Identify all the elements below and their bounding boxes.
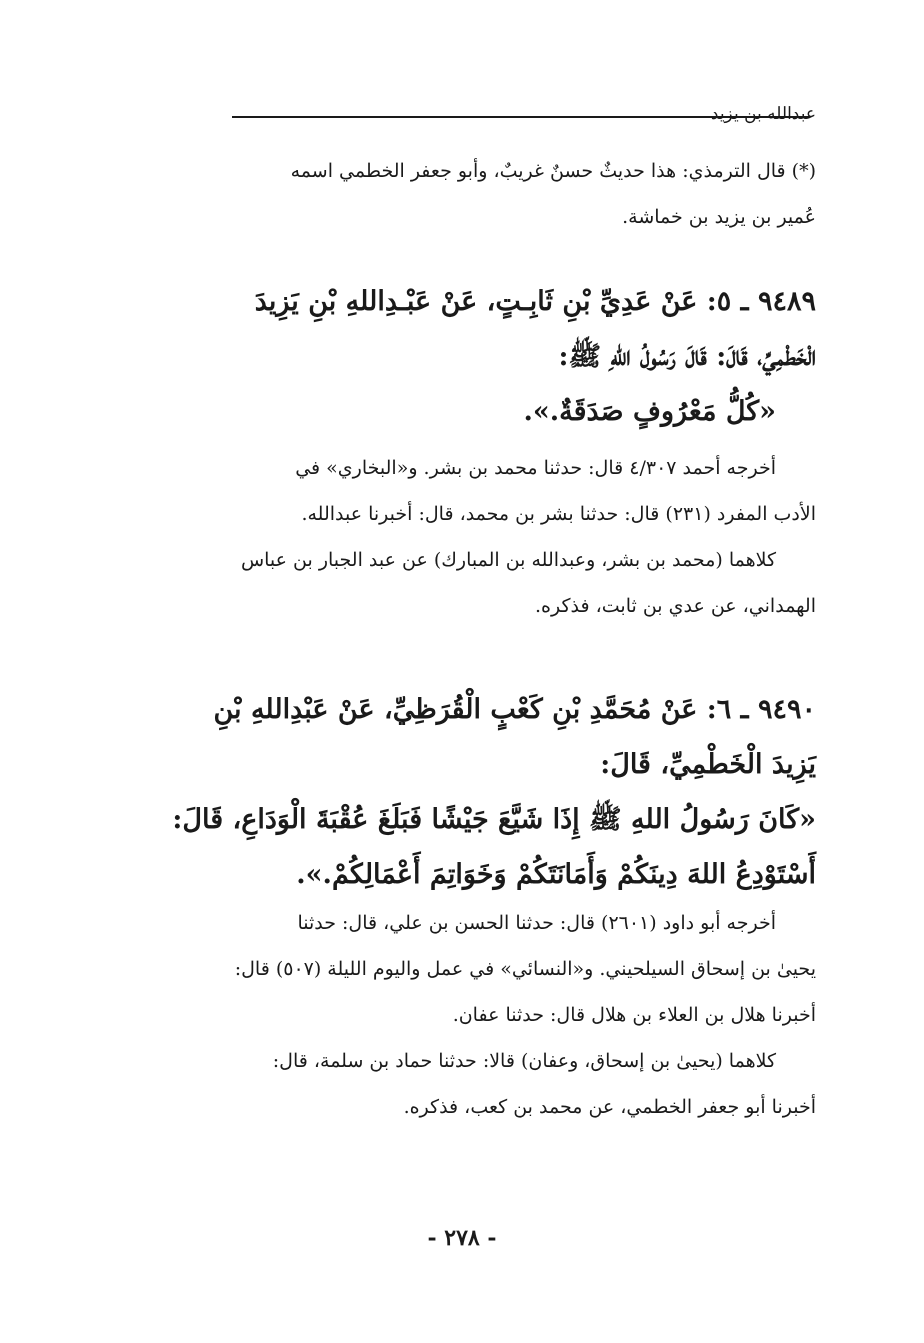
hadith-line: الْخَطْمِيِّ، قَالَ: قَالَ رَسُولُ اللهِ ﷺ: — [558, 341, 816, 372]
takhrij-line: يحيىٰ بن إسحاق السيلحيني. و«النسائي» في عمل واليوم الليلة (٥٠٧) قال: — [234, 958, 816, 980]
hadith-9490 — [116, 682, 816, 902]
running-header-title: عبدالله بن يزيد — [710, 104, 816, 124]
hadith-matn: «كَانَ رَسُولُ اللهِ ﷺ إِذَا شَيَّعَ جَيْشًا فَبَلَغَ عُقْبَةَ الْوَدَاعِ، قَالَ: — [172, 804, 816, 835]
hadith-9490-takhrij — [116, 900, 816, 1130]
takhrij-line: أخرجه أحمد ٤/٣٠٧ قال: حدثنا محمد بن بشر. و«البخاري» في — [295, 457, 776, 479]
note-line: (*) قال الترمذي: هذا حديثٌ حسنٌ غريبٌ، وأبو جعفر الخطمي اسمه — [290, 160, 816, 182]
takhrij-line: كلاهما (محمد بن بشر، وعبدالله بن المبارك) عن عبد الجبار بن عباس — [240, 549, 776, 571]
takhrij-line: أخبرنا هلال بن العلاء بن هلال قال: حدثنا عفان. — [452, 1004, 816, 1026]
page-number: - ٢٧٨ - — [427, 1225, 497, 1251]
hadith-line: يَزِيدَ الْخَطْمِيِّ، قَالَ: — [600, 749, 816, 780]
takhrij-line: أخرجه أبو داود (٢٦٠١) قال: حدثنا الحسن بن علي، قال: حدثنا — [297, 912, 776, 934]
takhrij-line: الأدب المفرد (٢٣١) قال: حدثنا بشر بن محمد، قال: أخبرنا عبدالله. — [301, 503, 816, 525]
takhrij-line: كلاهما (يحيىٰ بن إسحاق، وعفان) قالا: حدثنا حماد بن سلمة، قال: — [272, 1050, 776, 1072]
takhrij-line: أخبرنا أبو جعفر الخطمي، عن محمد بن كعب، فذكره. — [403, 1096, 816, 1118]
header-rule — [232, 116, 810, 118]
hadith-line: ٩٤٩٠ ـ ٦: عَنْ مُحَمَّدِ بْنِ كَعْبٍ الْقُرَظِيِّ، عَنْ عَبْدِاللهِ بْنِ — [213, 694, 816, 725]
hadith-matn: أَسْتَوْدِعُ اللهَ دِينَكُمْ وَأَمَانَتَكُمْ وَخَوَاتِمَ أَعْمَالِكُمْ.». — [296, 859, 816, 890]
note-line: عُمير بن يزيد بن خماشة. — [622, 206, 816, 228]
hadith-matn: «كُلُّ مَعْرُوفٍ صَدَقَةٌ.». — [523, 396, 776, 427]
tirmidhi-note — [116, 148, 816, 240]
hadith-9489-takhrij — [116, 445, 816, 629]
hadith-9489 — [116, 274, 816, 439]
takhrij-line: الهمداني، عن عدي بن ثابت، فذكره. — [535, 595, 816, 617]
hadith-line: ٩٤٨٩ ـ ٥: عَنْ عَدِيِّ بْنِ ثَابِـتٍ، عَنْ عَبْـدِاللهِ بْنِ يَزِيدَ — [254, 286, 816, 317]
